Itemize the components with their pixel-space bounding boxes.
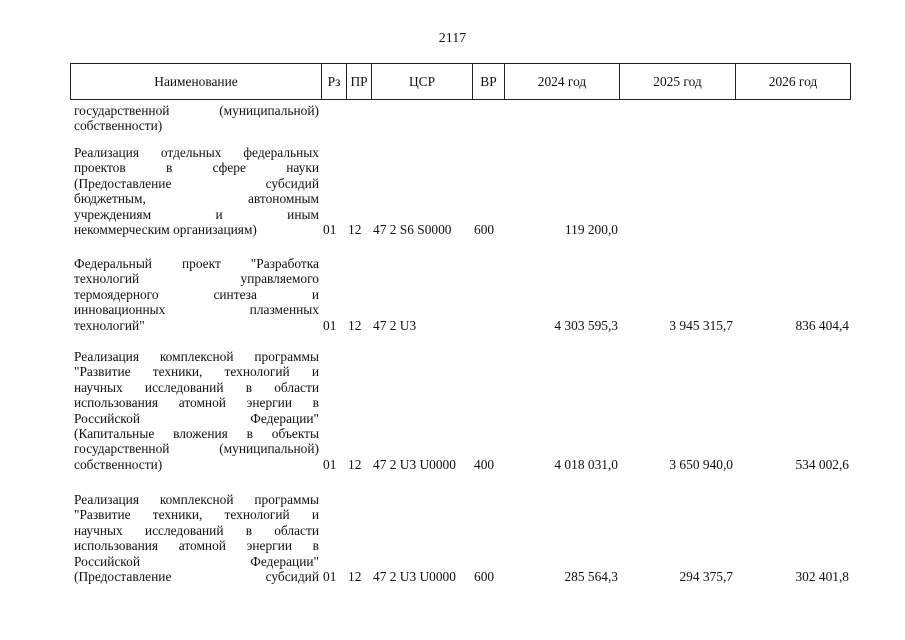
header-pr: ПР bbox=[347, 64, 372, 99]
header-2026: 2026 год bbox=[768, 74, 818, 89]
row-pr: 12 bbox=[348, 318, 362, 333]
row-rz: 01 bbox=[323, 569, 337, 584]
row-2025: 294 375,7 bbox=[679, 569, 733, 584]
row-name bbox=[74, 256, 319, 333]
row-name-line: государственной (муниципальной) bbox=[74, 103, 319, 118]
row-name-line: Реализация комплексной программы bbox=[74, 492, 319, 507]
row-name-line: научных исследований в области bbox=[74, 522, 319, 538]
row-name-line: инновационных плазменных bbox=[74, 302, 319, 318]
row-pr: 12 bbox=[348, 569, 362, 584]
row-name-line: учреждениям и иным bbox=[74, 206, 319, 222]
row-csr: 47 2 S6 S0000 bbox=[373, 222, 452, 237]
row-2024: 119 200,0 bbox=[564, 222, 618, 237]
row-2024: 285 564,3 bbox=[564, 569, 618, 584]
row-name bbox=[74, 145, 319, 237]
row-name-line: технологий" bbox=[74, 317, 145, 333]
row-name-line: технологий управляемого bbox=[74, 271, 319, 287]
row-name-line: (Предоставление субсидий bbox=[74, 568, 319, 584]
row-name-line: собственности) bbox=[74, 118, 163, 134]
row-name-line: проектов в сфере науки bbox=[74, 160, 319, 176]
row-rz: 01 bbox=[323, 318, 337, 333]
row-2025: 3 945 315,7 bbox=[669, 318, 733, 333]
row-name bbox=[74, 103, 319, 134]
row-vr: 400 bbox=[474, 457, 495, 472]
row-name bbox=[74, 349, 319, 472]
header-2024: 2024 год bbox=[505, 64, 620, 99]
row-name-line: "Развитие техники, технологий и bbox=[74, 364, 319, 380]
row-pr: 12 bbox=[348, 457, 362, 472]
row-2025: 3 650 940,0 bbox=[669, 457, 733, 472]
header-vr: ВР bbox=[473, 64, 505, 99]
row-rz: 01 bbox=[323, 222, 337, 237]
row-name-line: бюджетным, автономным bbox=[74, 191, 319, 207]
row-name-line: Федеральный проект "Разработка bbox=[74, 256, 319, 271]
row-csr: 47 2 U3 bbox=[373, 318, 417, 333]
page-number: 2117 bbox=[438, 31, 467, 46]
row-name-line: Реализация отдельных федеральных bbox=[74, 145, 319, 160]
row-rz: 01 bbox=[323, 457, 337, 472]
row-name-line: научных исследований в области bbox=[74, 379, 319, 395]
row-vr: 600 bbox=[474, 569, 495, 584]
row-vr: 600 bbox=[474, 222, 495, 237]
row-2026: 534 002,6 bbox=[795, 457, 849, 472]
header-csr: ЦСР bbox=[372, 64, 473, 99]
row-name-line: Российской Федерации" bbox=[74, 410, 319, 426]
row-name-line: государственной (муниципальной) bbox=[74, 441, 319, 457]
row-2024: 4 018 031,0 bbox=[554, 457, 618, 472]
table-header bbox=[70, 63, 851, 100]
row-name-line: использования атомной энергии в bbox=[74, 395, 319, 411]
row-name-line: (Капитальные вложения в объекты bbox=[74, 425, 319, 441]
row-name-line: Российской Федерации" bbox=[74, 553, 319, 569]
row-name-line: использования атомной энергии в bbox=[74, 538, 319, 554]
row-name bbox=[74, 492, 319, 584]
row-name-line: термоядерного синтеза и bbox=[74, 286, 319, 302]
row-csr: 47 2 U3 U0000 bbox=[373, 457, 456, 472]
header-2025: 2025 год bbox=[620, 64, 736, 99]
row-pr: 12 bbox=[348, 222, 362, 237]
row-2026: 302 401,8 bbox=[795, 569, 849, 584]
row-name-line: собственности) bbox=[74, 456, 163, 472]
row-name-line: некоммерческим организациям) bbox=[74, 221, 257, 237]
row-name-line: "Развитие техники, технологий и bbox=[74, 507, 319, 523]
header-rz: Рз bbox=[322, 64, 347, 99]
row-2024: 4 303 595,3 bbox=[554, 318, 618, 333]
row-csr: 47 2 U3 U0000 bbox=[373, 569, 456, 584]
row-2026: 836 404,4 bbox=[795, 318, 849, 333]
row-name-line: (Предоставление субсидий bbox=[74, 175, 319, 191]
header-name: Наименование bbox=[71, 64, 322, 99]
row-name-line: Реализация комплексной программы bbox=[74, 349, 319, 364]
